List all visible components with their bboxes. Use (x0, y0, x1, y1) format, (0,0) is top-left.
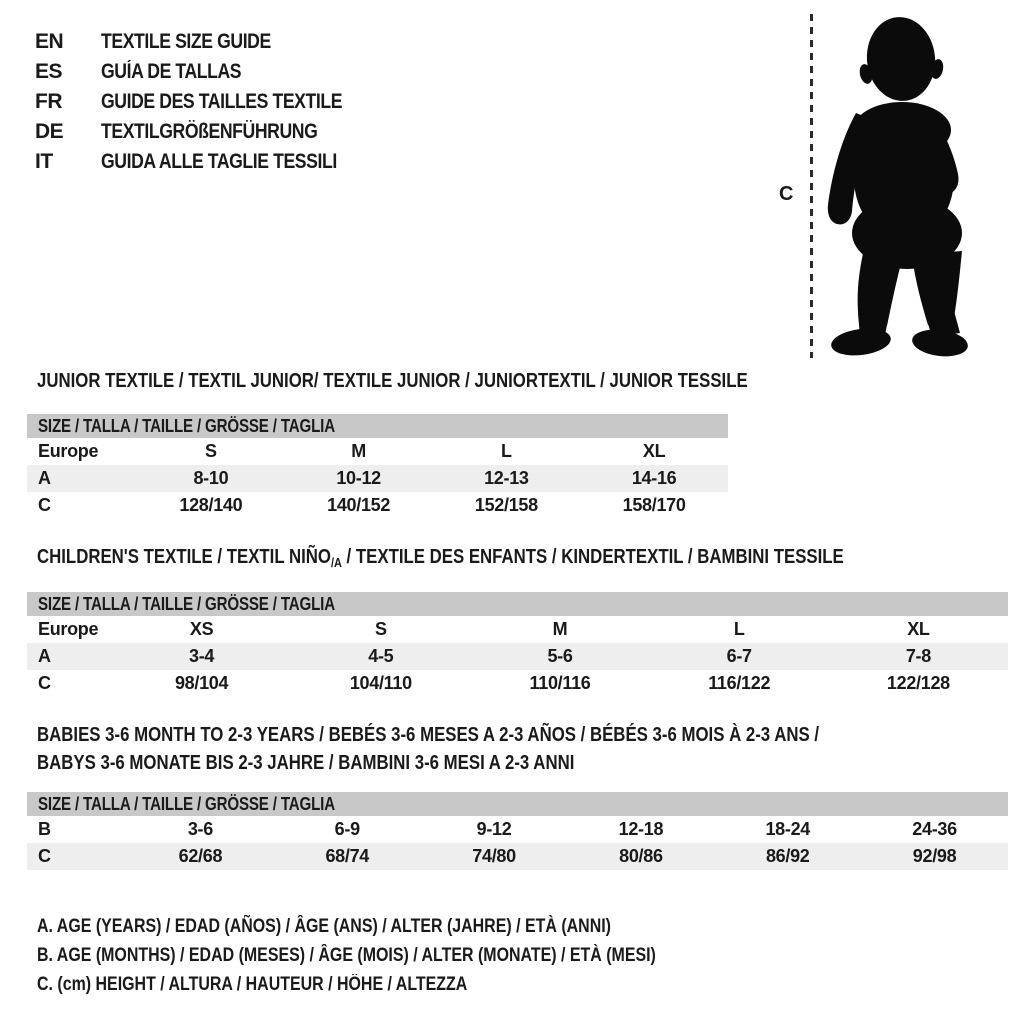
size-cell: 86/92 (765, 846, 810, 866)
size-table-header (27, 592, 1008, 616)
size-cell: 18-24 (765, 819, 810, 839)
guide-title: TEXTILE SIZE GUIDE (101, 30, 271, 53)
size-table-row (27, 670, 1008, 697)
size-cell: 10-12 (336, 468, 381, 488)
size-cell: 5-6 (547, 646, 573, 666)
size-cell: 152/158 (474, 495, 538, 515)
section-title-text: JUNIOR TEXTILE / TEXTIL JUNIOR/ TEXTILE JUNIOR / JUNIORTEXTIL / JUNIOR TESSILE (37, 370, 748, 392)
language-code: EN (35, 30, 64, 53)
size-cell: 9-12 (476, 819, 512, 839)
size-cell: 4-5 (368, 646, 394, 666)
size-table-body (27, 438, 728, 519)
size-cell: 140/152 (327, 495, 391, 515)
size-cell: 3-4 (189, 646, 215, 666)
size-cell: 80/86 (619, 846, 663, 866)
guide-title: GUÍA DE TALLAS (101, 60, 242, 83)
section-title-text: BABYS 3-6 MONATE BIS 2-3 JAHRE / BAMBINI 3-6 MESI A 2-3 ANNI (37, 752, 575, 774)
size-cell: 6-9 (334, 819, 360, 839)
size-cell: 92/98 (912, 846, 957, 866)
junior-size-table (27, 414, 728, 519)
size-cell: 14-16 (631, 468, 677, 488)
size-cell: 6-7 (726, 646, 752, 666)
legend-text: C. (cm) HEIGHT / ALTURA / HAUTEUR / HÖHE / ALTEZZA (37, 974, 468, 995)
size-cell: 24-36 (912, 819, 957, 839)
toddler-silhouette (820, 13, 970, 358)
row-label: A (38, 646, 51, 666)
language-code: FR (35, 90, 62, 113)
size-cell: 3-6 (187, 819, 213, 839)
section-title-babies-line1 (37, 724, 968, 748)
language-row (35, 87, 388, 117)
guide-title: TEXTILGRÖßENFÜHRUNG (101, 120, 318, 143)
size-cell: S (205, 441, 217, 461)
size-table-row (27, 438, 728, 465)
language-code: DE (35, 120, 64, 143)
size-table-body (27, 816, 1008, 870)
size-table-header-text: SIZE / TALLA / TAILLE / GRÖSSE / TAGLIA (38, 594, 335, 614)
row-label: C (38, 846, 51, 866)
size-cell: 68/74 (325, 846, 370, 866)
size-cell: XL (642, 441, 666, 461)
row-label: B (38, 819, 51, 839)
language-code: ES (35, 60, 63, 83)
size-cell: 122/128 (886, 673, 950, 693)
legend-text: B. AGE (MONTHS) / EDAD (MESES) / ÂGE (MOIS) / ALTER (MONATE) / ETÀ (MESI) (37, 945, 656, 966)
language-row (35, 57, 388, 87)
size-table-body (27, 616, 1008, 697)
row-label: C (38, 673, 51, 693)
size-cell: 128/140 (179, 495, 243, 515)
size-table-row (27, 465, 728, 492)
legend-height-cm (37, 974, 549, 996)
size-cell: XL (907, 619, 930, 639)
language-row (35, 147, 388, 177)
section-title-text: BABIES 3-6 MONTH TO 2-3 YEARS / BEBÉS 3-6 MESES A 2-3 AÑOS / BÉBÉS 3-6 MOIS À 2-3 ANS / (37, 724, 820, 746)
size-cell: S (374, 619, 387, 639)
size-cell: L (501, 441, 512, 461)
size-cell: 8-10 (193, 468, 229, 488)
legend-age-years (37, 916, 720, 938)
language-code: IT (35, 150, 53, 173)
size-table-row (27, 616, 1008, 643)
row-label: Europe (38, 441, 99, 461)
section-title-subscript: /A (330, 555, 342, 570)
size-cell: 12-13 (484, 468, 529, 488)
guide-title: GUIDA ALLE TAGLIE TESSILI (101, 150, 337, 173)
babies-size-table (27, 792, 1008, 870)
language-row (35, 117, 388, 147)
children-size-table (27, 592, 1008, 697)
section-title-junior (37, 370, 883, 394)
section-title-children (37, 546, 997, 570)
size-cell: 158/170 (622, 495, 686, 515)
size-cell: 98/104 (174, 673, 229, 693)
size-cell: 62/68 (178, 846, 223, 866)
size-table-header-text: SIZE / TALLA / TAILLE / GRÖSSE / TAGLIA (38, 416, 335, 436)
section-title-text: / TEXTILE DES ENFANTS / KINDERTEXTIL / BAMBINI TESSILE (341, 546, 844, 568)
size-cell: 104/110 (349, 673, 412, 693)
size-table-row (27, 643, 1008, 670)
size-table-header (27, 414, 728, 438)
size-cell: M (552, 619, 568, 639)
size-cell: 116/122 (708, 673, 771, 693)
language-row (35, 27, 388, 57)
size-cell: XS (189, 619, 214, 639)
size-cell: 74/80 (472, 846, 516, 866)
legend-age-months (37, 945, 774, 967)
size-cell: L (733, 619, 745, 639)
height-measure-dotted-line (810, 14, 813, 358)
height-measure-label: C (779, 183, 794, 205)
row-label: C (38, 495, 51, 515)
size-table-row (27, 843, 1008, 870)
size-table-row (27, 492, 728, 519)
section-title-babies-line2 (37, 752, 677, 775)
language-title-list (35, 27, 388, 177)
size-cell: 12-18 (618, 819, 664, 839)
guide-title: GUIDE DES TAILLES TEXTILE (101, 90, 343, 113)
row-label: Europe (38, 619, 99, 639)
size-table-header (27, 792, 1008, 816)
size-cell: 7-8 (905, 646, 931, 666)
row-label: A (38, 468, 51, 488)
size-cell: 110/116 (529, 673, 591, 693)
legend-text: A. AGE (YEARS) / EDAD (AÑOS) / ÂGE (ANS) / ALTER (JAHRE) / ETÀ (ANNI) (37, 916, 611, 937)
section-title-text: CHILDREN'S TEXTILE / TEXTIL NIÑO (37, 546, 331, 568)
size-table-header-text: SIZE / TALLA / TAILLE / GRÖSSE / TAGLIA (38, 794, 335, 814)
size-table-row (27, 816, 1008, 843)
size-cell: M (351, 441, 366, 461)
